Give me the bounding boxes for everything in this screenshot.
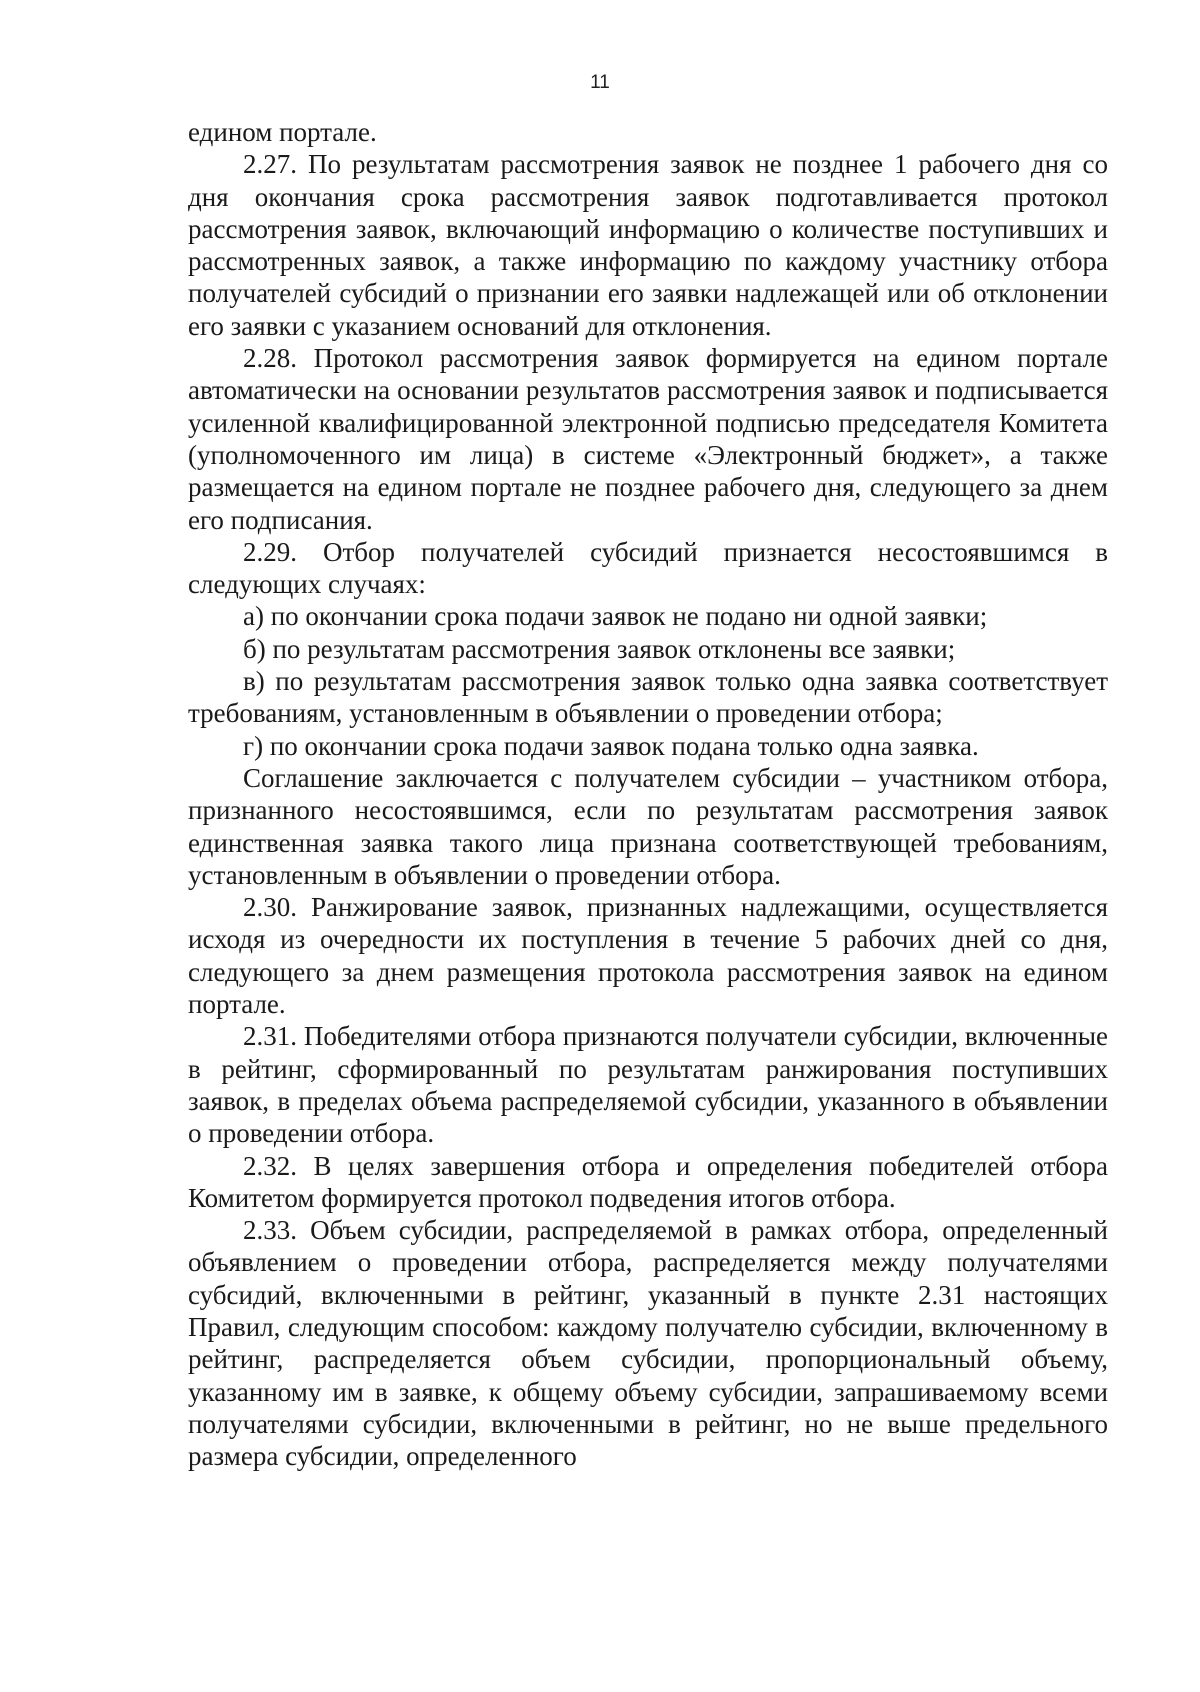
list-item-a: а) по окончании срока подачи заявок не подано ни одной заявки; [243, 601, 988, 632]
paragraph-2-29: 2.29. Отбор получателей субсидий признается несостоявшимся в следующих случаях: [188, 536, 1108, 600]
paragraph-2-30: 2.30. Ранжирование заявок, признанных надлежащими, осуществляется исходя из очередности их поступления в течение 5 рабочих дней со дня, следующего за днем размещения протокола рассмотрения заявок на едином портале. [188, 892, 1108, 1020]
list-item-g: г) по окончании срока подачи заявок подана только одна заявка. [243, 730, 979, 761]
paragraph-agreement: Соглашение заключается с получателем субсидии – участником отбора, признанного несостоявшимся, если по результатам рассмотрения заявок единственная заявка такого лица признана соответствующей требованиям, установленным в объявлении о проведении отбора. [188, 762, 1108, 890]
paragraph-2-33: 2.33. Объем субсидии, распределяемой в рамках отбора, определенный объявлением о проведении отбора, распределяется между получателями субсидий, включенными в рейтинг, указанный в пункте 2.31 настоящих Правил, следующим способом: каждому получателю субсидии, включенному в рейтинг, распределяется объем субсидии, пропорциональный объему, указанному им в заявке, к общему объему субсидии, запрашиваемому всеми получателями субсидии, включенными в рейтинг, но не выше предельного размера субсидии, определенного [188, 1215, 1108, 1472]
paragraph-continuation: едином портале. [188, 117, 377, 147]
document-body [188, 116, 1108, 1472]
list-item-b: б) по результатам рассмотрения заявок отклонены все заявки; [243, 633, 956, 664]
paragraph-2-31: 2.31. Победителями отбора признаются получатели субсидии, включенные в рейтинг, сформированный по результатам ранжирования поступивших заявок, в пределах объема распределяемой субсидии, указанного в объявлении о проведении отбора. [188, 1021, 1108, 1149]
page-number: 11 [590, 72, 610, 93]
paragraph-2-32: 2.32. В целях завершения отбора и определения победителей отбора Комитетом формируется протокол подведения итогов отбора. [188, 1150, 1108, 1213]
paragraph-2-28: 2.28. Протокол рассмотрения заявок формируется на едином портале автоматически на основании результатов рассмотрения заявок и подписывается усиленной квалифицированной электронной подписью председателя Комитета (уполномоченного им лица) в системе «Электронный бюджет», а также размещается на едином портале не позднее рабочего дня, следующего за днем его подписания. [188, 343, 1108, 535]
list-item-v: в) по результатам рассмотрения заявок только одна заявка соответствует требованиям, установленным в объявлении о проведении отбора; [188, 666, 1108, 729]
paragraph-2-27: 2.27. По результатам рассмотрения заявок не позднее 1 рабочего дня со дня окончания срока рассмотрения заявок подготавливается протокол рассмотрения заявок, включающий информацию о количестве поступивших и рассмотренных заявок, а также информацию по каждому участнику отбора получателей субсидий о признании его заявки надлежащей или об отклонении его заявки с указанием оснований для отклонения. [188, 149, 1108, 341]
